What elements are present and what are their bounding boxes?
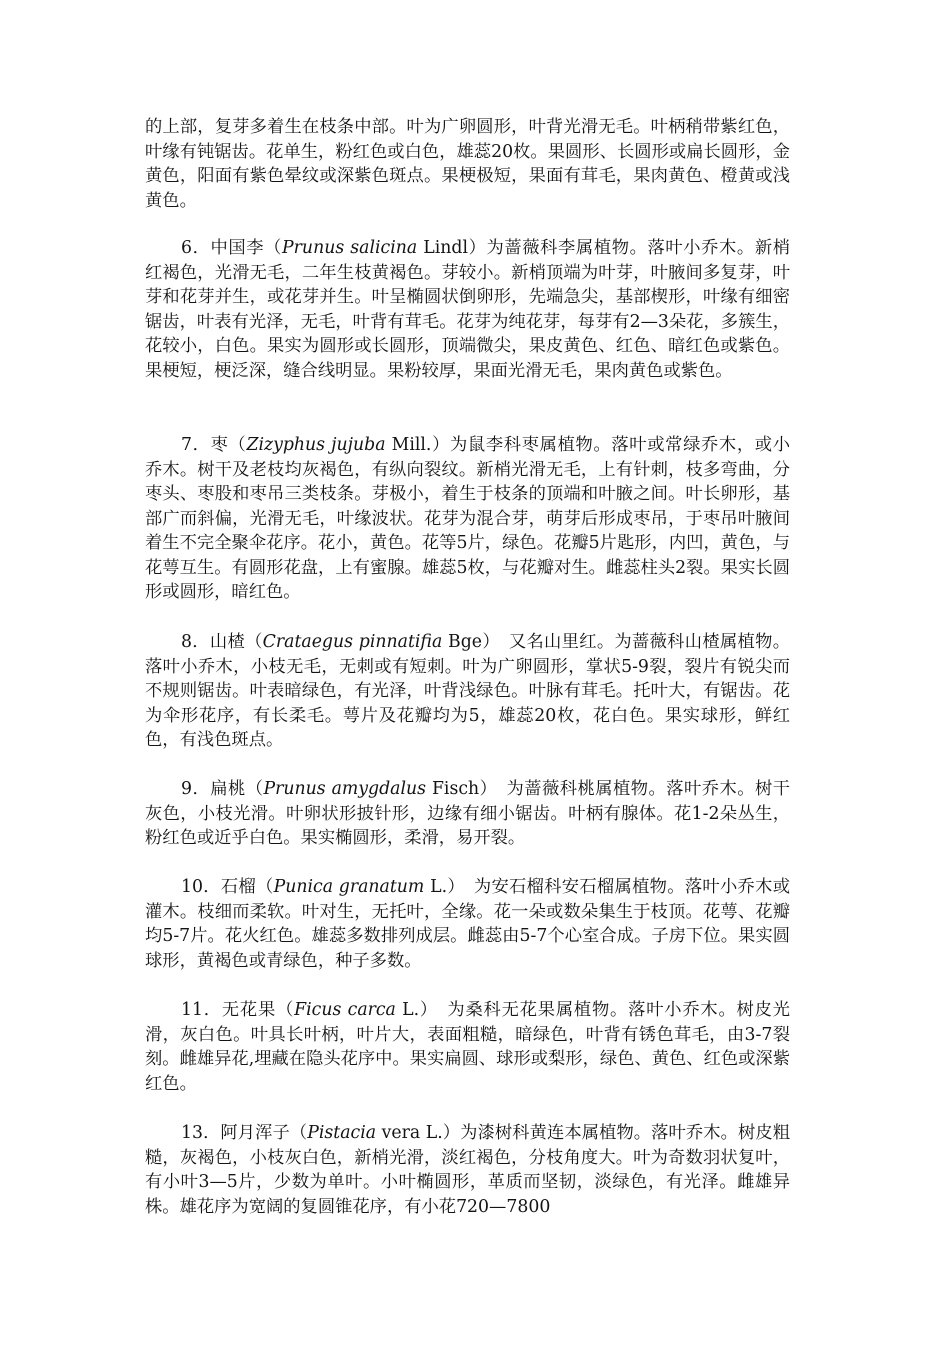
paragraph-fig (145, 998, 790, 1096)
entry-heading: 9．扁桃（ (181, 779, 264, 799)
paragraph-text: Lindl）为蔷薇科李属植物。落叶小乔木。新梢红褐色，光滑无毛，二年生枝黄褐色。芽较小。新梢顶端为叶芽，叶腋间多复芽，叶芽和花芽并生，或花芽并生。叶呈椭圆状倒卵形，先端急尖，基部楔形，叶缘有细密锯齿，叶表有光泽，无毛，叶背有茸毛。花芽为纯花芽，每芽有2—3朵花，多簇生，花较小，白色。果实为圆形或长圆形，顶端微尖，果皮黄色、红色、暗红色或紫色。果梗短，梗泛深，缝合线明显。果粉较厚，果面光滑无毛，果肉黄色或紫色。 (145, 238, 790, 381)
paragraph-text: Mill.）为鼠李科枣属植物。落叶或常绿乔木，或小乔木。树干及老枝均灰褐色，有纵向裂纹。新梢光滑无毛，上有针刺，枝多弯曲，分枣头、枣股和枣吊三类枝条。芽极小，着生于枝条的顶端和叶腋之间。叶长卵形，基部广而斜偏，光滑无毛，叶缘波状。花芽为混合芽，萌芽后形成枣吊，于枣吊叶腋间着生不完全聚伞花序。花小，黄色。花等5片，绿色。花瓣5片匙形，内凹，黄色，与花萼互生。有圆形花盘，上有蜜腺。雄蕊5枚，与花瓣对生。雌蕊柱头2裂。果实长圆形或圆形，暗红色。 (145, 435, 790, 602)
paragraph-pomegranate (145, 875, 790, 973)
entry-heading: 13．阿月浑子（ (181, 1123, 308, 1143)
latin-name: Crataegus pinnatifia (262, 632, 443, 652)
paragraph-text: L.） 为桑科无花果属植物。落叶小乔木。树皮光滑，灰白色。叶具长叶柄，叶片大，表面粗糙，暗绿色，叶背有锈色茸毛，由3-7裂刻。雌雄异花,埋藏在隐头花序中。果实扁圆、球形或梨形，绿色、黄色、红色或深紫红色。 (145, 1000, 790, 1094)
paragraph-hawthorn (145, 630, 790, 753)
entry-heading: 7．枣（ (181, 435, 247, 455)
paragraph-continuation (145, 115, 790, 213)
latin-name: Pistacia (307, 1123, 377, 1143)
latin-name: Prunus amygdalus (263, 779, 426, 799)
paragraph-almond (145, 777, 790, 851)
entry-heading: 8．山楂（ (181, 632, 263, 652)
latin-name: Ficus carca (294, 1000, 396, 1020)
paragraph-text: L.） 为安石榴科安石榴属植物。落叶小乔木或灌木。枝细而柔软。叶对生，无托叶，全缘。花一朵或数朵集生于枝顶。花萼、花瓣均5-7片。花火红色。雄蕊多数排列成层。雌蕊由5-7个心室合成。子房下位。果实圆球形，黄褐色或青绿色，种子多数。 (145, 877, 790, 971)
paragraph-text: 的上部，复芽多着生在枝条中部。叶为广卵圆形，叶背光滑无毛。叶柄稍带紫红色，叶缘有钝锯齿。花单生，粉红色或白色，雄蕊20枚。果圆形、长圆形或扁长圆形，金黄色，阳面有紫色晕纹或深紫色斑点。果梗极短，果面有茸毛，果肉黄色、橙黄或浅黄色。 (145, 117, 790, 211)
paragraph-chinese-plum (145, 236, 790, 383)
entry-heading: 6．中国李（ (181, 238, 283, 258)
paragraph-text: Fisch） 为蔷薇科桃属植物。落叶乔木。树干灰色，小枝光滑。叶卵状形披针形，边缘有细小锯齿。叶柄有腺体。花1-2朵丛生，粉红色或近乎白色。果实椭圆形，柔滑，易开裂。 (145, 779, 790, 848)
latin-name: Punica granatum (273, 877, 425, 897)
entry-heading: 11．无花果（ (181, 1000, 295, 1020)
paragraph-pistachio (145, 1121, 790, 1219)
latin-name: Zizyphus jujuba (246, 435, 386, 455)
entry-heading: 10．石榴（ (181, 877, 274, 897)
paragraph-text: vera L.）为漆树科黄连本属植物。落叶乔木。树皮粗糙，灰褐色，小枝灰白色，新梢光滑，淡红褐色，分枝角度大。叶为奇数羽状复叶，有小叶3—5片，少数为单叶。小叶椭圆形，革质而坚韧，淡绿色，有光泽。雌雄异株。雄花序为宽阔的复圆锥花序，有小花720—7800 (145, 1123, 790, 1217)
paragraph-jujube (145, 433, 790, 605)
paragraph-text: Bge） 又名山里红。为蔷薇科山楂属植物。落叶小乔木，小枝无毛，无刺或有短刺。叶为广卵圆形，掌状5-9裂，裂片有锐尖而不规则锯齿。叶表暗绿色，有光泽，叶背浅绿色。叶脉有茸毛。托叶大，有锯齿。花为伞形花序，有长柔毛。萼片及花瓣均为5，雄蕊20枚，花白色。果实球形，鲜红色，有浅色斑点。 (145, 632, 790, 750)
latin-name: Prunus salicina (282, 238, 418, 258)
